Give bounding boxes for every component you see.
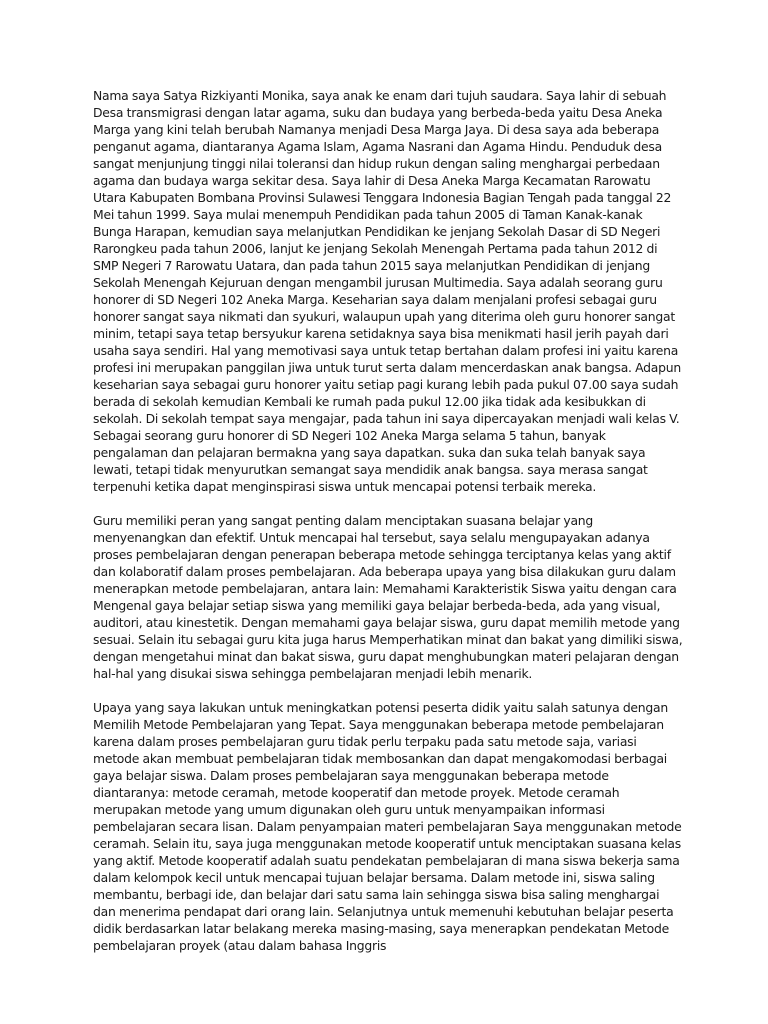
paragraph-learning-methods: Upaya yang saya lakukan untuk meningkatkan potensi peserta didik yaitu salah satunya dengan Memilih Metode Pembelajaran yang Tepat. Saya menggunakan beberapa metode pembelajaran karena dalam proses pembelajaran guru tidak perlu terpaku pada satu metode saja, variasi metode akan membuat pembelajaran tidak membosankan dan dapat mengakomodasi berbagai gaya belajar siswa. Dalam proses pembelajaran saya menggunakan beberapa metode diantaranya: metode ceramah, metode kooperatif dan metode proyek. Metode ceramah merupakan metode yang umum digunakan oleh guru untuk menyampaikan informasi pembelajaran secara lisan. Dalam penyampaian materi pembelajaran Saya menggunakan metode ceramah. Selain itu, saya juga menggunakan metode kooperatif untuk menciptakan suasana kelas yang aktif. Metode kooperatif adalah suatu pendekatan pembelajaran di mana siswa bekerja sama dalam kelompok kecil untuk mencapai tujuan belajar bersama. Dalam metode ini, siswa saling membantu, berbagi ide, dan belajar dari satu sama lain sehingga siswa bisa saling menghargai dan menerima pendapat dari orang lain. Selanjutnya untuk memenuhi kebutuhan belajar peserta didik berdasarkan latar belakang mereka masing-masing, saya menerapkan pendekatan Metode pembelajaran proyek (atau dalam bahasa Inggris — [93, 700, 682, 953]
paragraph-biography: Nama saya Satya Rizkiyanti Monika, saya anak ke enam dari tujuh saudara. Saya lahir di sebuah Desa transmigrasi dengan latar agama, suku dan budaya yang berbeda-beda yaitu Desa Aneka Marga yang kini telah berubah Namanya menjadi Desa Marga Jaya. Di desa saya ada beberapa penganut agama, diantaranya Agama Islam, Agama Nasrani dan Agama Hindu. Penduduk desa sangat menjunjung tinggi nilai toleransi dan hidup rukun dengan saling menghargai perbedaan agama dan budaya warga sekitar desa. Saya lahir di Desa Aneka Marga Kecamatan Rarowatu Utara Kabupaten Bombana Provinsi Sulawesi Tenggara Indonesia Bagian Tengah pada tanggal 22 Mei tahun 1999. Saya mulai menempuh Pendidikan pada tahun 2005 di Taman Kanak-kanak Bunga Harapan, kemudian saya melanjutkan Pendidikan ke jenjang Sekolah Dasar di SD Negeri Rarongkeu pada tahun 2006, lanjut ke jenjang Sekolah Menengah Pertama pada tahun 2012 di SMP Negeri 7 Rarowatu Uatara, dan pada tahun 2015 saya melanjutkan Pendidikan di jenjang Sekolah Menengah Kejuruan dengan mengambil jurusan Multimedia. Saya adalah seorang guru honorer di SD Negeri 102 Aneka Marga. Keseharian saya dalam menjalani profesi sebagai guru honorer sangat saya nikmati dan syukuri, walaupun upah yang diterima oleh guru honorer sangat minim, tetapi saya tetap bersyukur karena setidaknya saya bisa menikmati hasil jerih payah dari usaha saya sendiri. Hal yang memotivasi saya untuk tetap bertahan dalam profesi ini yaitu karena profesi ini merupakan panggilan jiwa untuk turut serta dalam mencerdaskan anak bangsa. Adapun keseharian saya sebagai guru honorer yaitu setiap pagi kurang lebih pada pukul 07.00 saya sudah berada di sekolah kemudian Kembali ke rumah pada pukul 12.00 jika tidak ada kesibukkan di sekolah. Di sekolah tempat saya mengajar, pada tahun ini saya dipercayakan menjadi wali kelas V. Sebagai seorang guru honorer di SD Negeri 102 Aneka Marga selama 5 tahun, banyak pengalaman dan pelajaran bermakna yang saya dapatkan. suka dan suka telah banyak saya lewati, tetapi tidak menyurutkan semangat saya mendidik anak bangsa. saya merasa sangat terpenuhi ketika dapat menginspirasi siswa untuk mencapai potensi terbaik mereka. — [93, 88, 681, 494]
paragraph-teacher-role: Guru memiliki peran yang sangat penting dalam menciptakan suasana belajar yang menyenangkan dan efektif. Untuk mencapai hal tersebut, saya selalu mengupayakan adanya proses pembelajaran dengan penerapan beberapa metode sehingga terciptanya kelas yang aktif dan kolaboratif dalam proses pembelajaran. Ada beberapa upaya yang bisa dilakukan guru dalam menerapkan metode pembelajaran, antara lain: Memahami Karakteristik Siswa yaitu dengan cara Mengenal gaya belajar setiap siswa yang memiliki gaya belajar berbeda-beda, ada yang visual, auditori, atau kinestetik. Dengan memahami gaya belajar siswa, guru dapat memilih metode yang sesuai. Selain itu sebagai guru kita juga harus Memperhatikan minat dan bakat yang dimiliki siswa, dengan mengetahui minat dan bakat siswa, guru dapat menghubungkan materi pelajaran dengan hal-hal yang disukai siswa sehingga pembelajaran menjadi lebih menarik. — [93, 513, 683, 681]
document-body — [93, 87, 683, 971]
